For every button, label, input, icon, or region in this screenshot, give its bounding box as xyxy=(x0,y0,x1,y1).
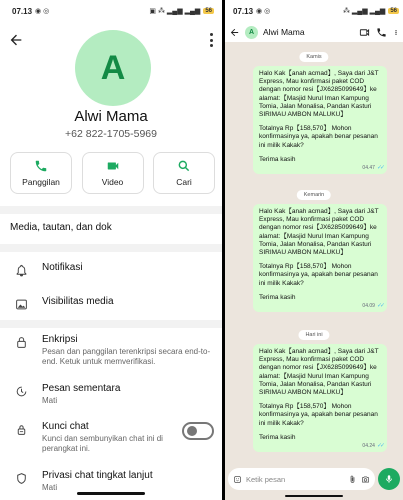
read-ticks-icon: ✓✓ xyxy=(376,302,383,309)
contact-name: Alwi Mama xyxy=(74,108,148,125)
microphone-icon xyxy=(384,474,394,484)
chat-lock-title: Kunci chat xyxy=(42,421,89,432)
section-divider xyxy=(0,244,222,252)
status-bar xyxy=(225,0,403,22)
message-time: 04.47 xyxy=(362,164,375,171)
gesture-bar xyxy=(77,492,145,495)
status-icons-left: ◉ ◎ xyxy=(35,8,50,15)
message-time: 04.09 xyxy=(362,302,375,309)
search-icon xyxy=(177,159,191,173)
lock-icon xyxy=(15,336,28,349)
sticker-icon[interactable] xyxy=(233,475,242,484)
video-label: Video xyxy=(101,177,124,187)
mic-button[interactable] xyxy=(378,468,400,490)
disappearing-title: Pesan sementara xyxy=(42,383,121,394)
gesture-bar xyxy=(285,495,343,497)
signal-icons: ▣ ⁂ ▂▄▆ ▂▄▆ xyxy=(149,8,201,15)
status-bar xyxy=(0,0,222,22)
search-button[interactable] xyxy=(153,152,215,194)
status-icons-left: ◉ ◎ xyxy=(256,8,271,15)
disappearing-messages-row[interactable] xyxy=(0,383,222,406)
encryption-row[interactable] xyxy=(0,334,222,367)
message-thanks: Terima kasih xyxy=(259,155,296,163)
more-options-icon[interactable] xyxy=(208,33,214,47)
date-divider: Kamis xyxy=(299,52,328,62)
media-visibility-row[interactable] xyxy=(0,296,222,311)
media-links-docs[interactable]: Media, tautan, dan dok xyxy=(10,222,112,233)
message-time: 04.24 xyxy=(362,442,375,449)
read-ticks-icon: ✓✓ xyxy=(376,164,383,171)
section-divider xyxy=(0,206,222,214)
date-divider: Hari ini xyxy=(298,330,329,340)
read-ticks-icon: ✓✓ xyxy=(376,442,383,449)
message-total: Totalnya Rp【158,570】 Mohon konfirmasinya ya, apakah benar pesanan ini milik Kakak? xyxy=(259,263,378,287)
search-label: Cari xyxy=(176,177,192,187)
chat-contact-name[interactable]: Alwi Mama xyxy=(263,27,305,37)
status-time: 07.13 xyxy=(12,6,33,16)
composer xyxy=(225,466,403,492)
media-visibility-label: Visibilitas media xyxy=(42,296,114,307)
message-intro: Halo Kak【anah acmad】, Saya dari J&T Express, Mau konfirmasi paket COD dengan nomor resi【JX6285099649】ke alamat:【Masjid Nurul Iman Kampung Tomia, Jalan Monalisa, Pandan Kasturi SIRIMAU AMBON MALUKU】 xyxy=(259,208,379,257)
contact-phone: +62 822-1705-5969 xyxy=(65,128,157,140)
message-total: Totalnya Rp【158,570】 Mohon konfirmasinya ya, apakah benar pesanan ini milik Kakak? xyxy=(259,403,378,427)
advanced-privacy-title: Privasi chat tingkat lanjut xyxy=(42,470,153,481)
attach-icon[interactable] xyxy=(348,475,357,484)
message-intro: Halo Kak【anah acmad】, Saya dari J&T Express, Mau konfirmasi paket COD dengan nomor resi【JX6285099649】ke alamat:【Masjid Nurul Iman Kampung Tomia, Jalan Monalisa, Pandan Kasturi SIRIMAU AMBON MALUKU】 xyxy=(259,70,379,119)
chat-lock-icon xyxy=(15,423,28,436)
shield-chat-icon xyxy=(15,472,28,485)
message-input[interactable] xyxy=(228,468,375,490)
back-arrow-icon[interactable] xyxy=(229,27,240,38)
battery-icon: 56 xyxy=(390,8,397,14)
notifications-row[interactable] xyxy=(0,262,222,277)
battery-icon: 56 xyxy=(205,8,212,14)
chat-panel xyxy=(225,0,403,500)
message-thanks: Terima kasih xyxy=(259,433,296,441)
message-thanks: Terima kasih xyxy=(259,293,296,301)
notifications-label: Notifikasi xyxy=(42,262,83,273)
message-total: Totalnya Rp【158,570】 Mohon konfirmasinya ya, apakah benar pesanan ini milik Kakak? xyxy=(259,125,378,149)
phone-icon xyxy=(34,159,48,173)
message-intro: Halo Kak【anah acmad】, Saya dari J&T Express, Mau konfirmasi paket COD dengan nomor resi【JX6285099649】ke alamat:【Masjid Nurul Iman Kampung Tomia, Jalan Monalisa, Pandan Kasturi SIRIMAU AMBON MALUKU】 xyxy=(259,348,379,397)
camera-icon[interactable] xyxy=(361,475,370,484)
message-bubble[interactable] xyxy=(253,66,387,174)
message-bubble[interactable] xyxy=(253,204,387,312)
chat-avatar[interactable]: A xyxy=(245,26,258,39)
status-time: 07.13 xyxy=(233,6,254,16)
encryption-desc: Pesan dan panggilan terenkripsi secara end-to-end. Ketuk untuk memverifikasi. xyxy=(42,347,211,366)
chat-lock-desc: Kunci dan sembunyikan chat ini di perangkat ini. xyxy=(42,434,163,453)
date-divider: Kemarin xyxy=(297,190,331,200)
message-list[interactable] xyxy=(225,46,403,466)
voice-call-icon[interactable] xyxy=(376,27,387,38)
chat-header xyxy=(225,22,403,42)
video-call-icon[interactable] xyxy=(359,27,370,38)
back-arrow-icon[interactable] xyxy=(8,32,24,48)
video-button[interactable] xyxy=(82,152,144,194)
image-icon xyxy=(15,298,28,311)
encryption-title: Enkripsi xyxy=(42,334,78,345)
timer-icon xyxy=(15,385,28,398)
signal-icons: ⁂ ▂▄▆ ▂▄▆ xyxy=(342,8,386,15)
advanced-privacy-row[interactable] xyxy=(0,470,222,493)
message-bubble[interactable] xyxy=(253,344,387,452)
video-icon xyxy=(106,159,120,173)
call-button[interactable] xyxy=(10,152,72,194)
section-divider xyxy=(0,320,222,328)
chat-lock-toggle[interactable] xyxy=(182,422,214,440)
input-placeholder: Ketik pesan xyxy=(246,474,286,484)
call-label: Panggilan xyxy=(22,177,60,187)
contact-avatar[interactable]: A xyxy=(75,30,151,106)
more-options-icon[interactable] xyxy=(393,27,399,38)
bell-icon xyxy=(15,264,28,277)
disappearing-value: Mati xyxy=(42,396,58,405)
advanced-privacy-value: Mati xyxy=(42,483,58,492)
